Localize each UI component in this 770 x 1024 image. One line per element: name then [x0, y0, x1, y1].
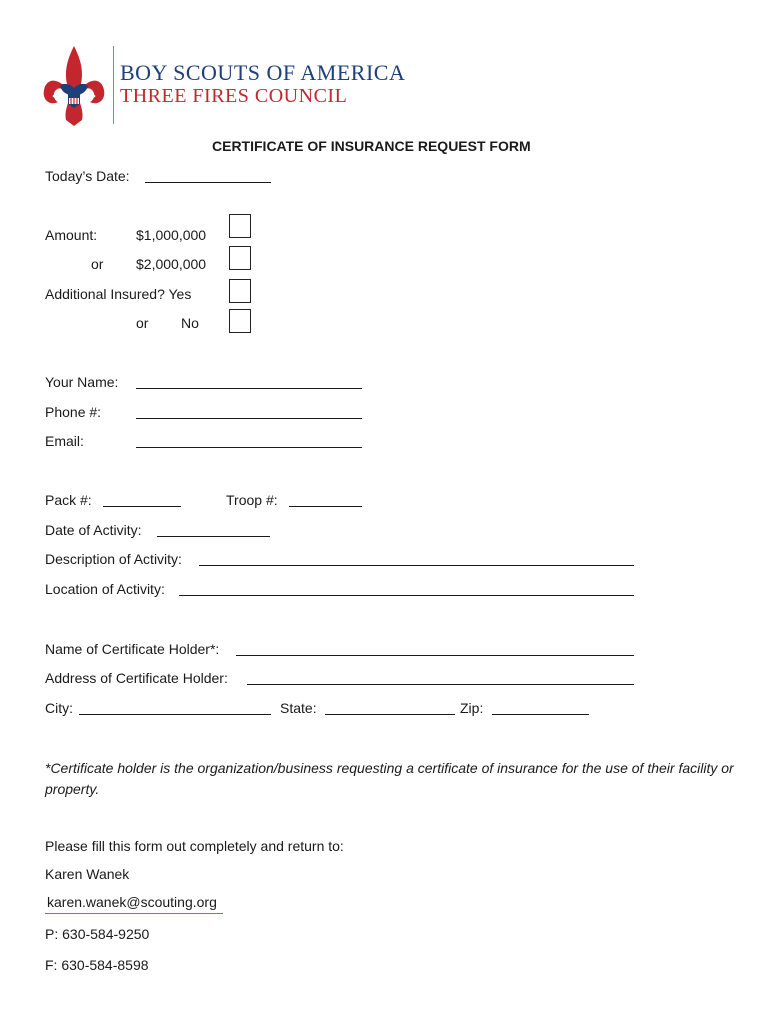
pack-line[interactable] — [103, 506, 181, 507]
location-line[interactable] — [179, 595, 634, 596]
cert-holder-name-label: Name of Certificate Holder*: — [45, 641, 220, 657]
contact-fax: F: 630-584-8598 — [45, 957, 149, 973]
date-of-activity-label: Date of Activity: — [45, 522, 142, 538]
amount-label: Amount: — [45, 227, 98, 243]
city-line[interactable] — [79, 714, 271, 715]
cert-holder-address-label: Address of Certificate Holder: — [45, 670, 228, 686]
contact-phone: P: 630-584-9250 — [45, 926, 150, 942]
phone-line[interactable] — [136, 418, 362, 419]
todays-date-label: Today’s Date: — [45, 168, 130, 184]
phone-label: Phone #: — [45, 404, 102, 420]
state-label: State: — [280, 700, 317, 716]
description-label: Description of Activity: — [45, 551, 182, 567]
insured-no-label: No — [181, 315, 199, 331]
cert-holder-name-line[interactable] — [236, 655, 634, 656]
cert-holder-address-line[interactable] — [247, 684, 634, 685]
contact-email-link[interactable]: karen.wanek@scouting.org — [45, 894, 223, 914]
description-line[interactable] — [199, 565, 634, 566]
pack-label: Pack #: — [45, 492, 92, 508]
todays-date-line[interactable] — [145, 182, 271, 183]
amount-option-1: $1,000,000 — [136, 227, 207, 243]
amount-or-label: or — [91, 256, 104, 272]
amount-1m-checkbox[interactable] — [229, 214, 251, 238]
amount-2m-checkbox[interactable] — [229, 246, 251, 270]
insured-or-label: or — [136, 315, 149, 331]
return-instruction: Please fill this form out completely and return to: — [45, 838, 344, 854]
city-label: City: — [45, 700, 73, 716]
form-title: CERTIFICATE OF INSURANCE REQUEST FORM — [212, 138, 531, 154]
insured-no-checkbox[interactable] — [229, 309, 251, 333]
email-line[interactable] — [136, 447, 362, 448]
logo-divider — [113, 46, 114, 124]
your-name-label: Your Name: — [45, 374, 119, 390]
footnote: *Certificate holder is the organization/business requesting a certificate of insurance for the use of their facility or property. — [45, 760, 734, 797]
contact-name: Karen Wanek — [45, 866, 130, 882]
council-name: THREE FIRES COUNCIL — [120, 85, 348, 107]
state-line[interactable] — [325, 714, 455, 715]
your-name-line[interactable] — [136, 388, 362, 389]
location-label: Location of Activity: — [45, 581, 165, 597]
troop-label: Troop #: — [226, 492, 278, 508]
org-name: BOY SCOUTS OF AMERICA — [120, 60, 406, 85]
zip-label: Zip: — [460, 700, 484, 716]
bsa-logo-icon — [40, 44, 108, 126]
troop-line[interactable] — [289, 506, 362, 507]
email-label: Email: — [45, 433, 84, 449]
additional-insured-label: Additional Insured? Yes — [45, 286, 192, 302]
zip-line[interactable] — [492, 714, 589, 715]
date-of-activity-line[interactable] — [157, 536, 270, 537]
amount-option-2: $2,000,000 — [136, 256, 207, 272]
insured-yes-checkbox[interactable] — [229, 279, 251, 303]
